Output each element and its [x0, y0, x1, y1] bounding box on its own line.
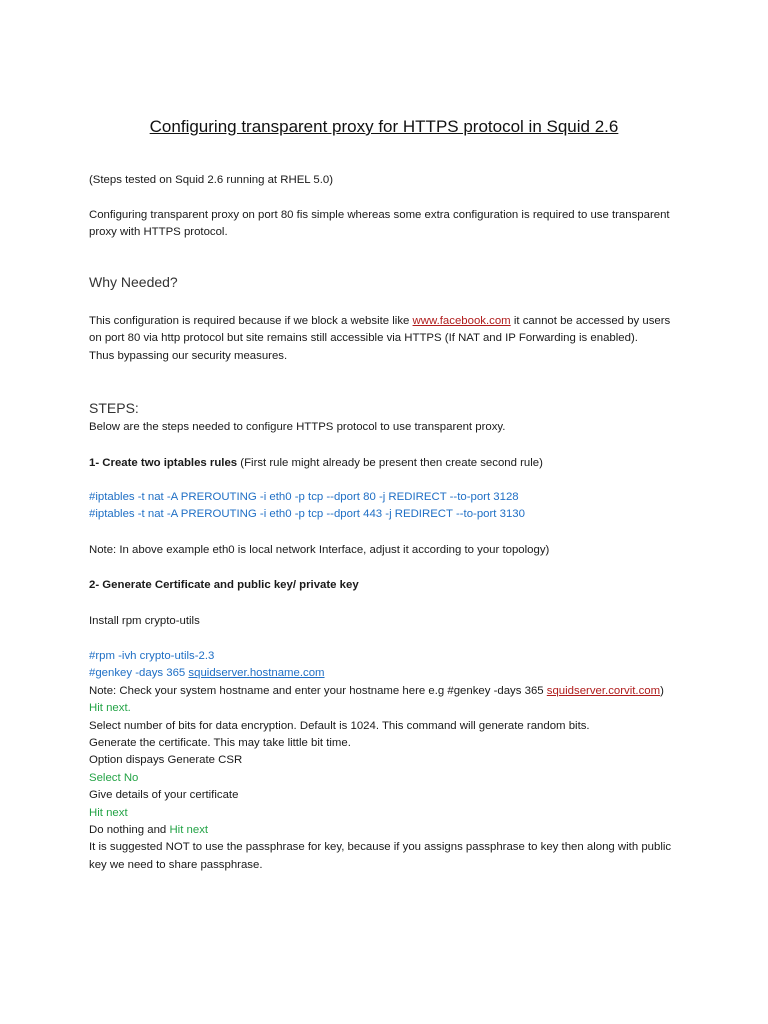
why-paragraph	[89, 313, 689, 365]
suggest-line: It is suggested NOT to use the passphrase for key, because if you assigns passphrase to key then along with public	[89, 841, 672, 854]
suggest-line: key we need to share passphrase.	[89, 858, 263, 871]
facebook-link[interactable]: www.facebook.com	[412, 315, 511, 327]
intro-line: Configuring transparent proxy on port 80 fis simple whereas some extra configuration is required to use transparent	[89, 209, 670, 221]
hit-next-action: Hit next	[169, 824, 209, 837]
page-title: Configuring transparent proxy for HTTPS protocol in Squid 2.6	[149, 117, 619, 136]
iptables-command: #iptables -t nat -A PREROUTING -i eth0 -p tcp --dport 80 -j REDIRECT --to-port 3128	[89, 491, 519, 503]
rpm-command: #rpm -ivh crypto-utils-2.3	[89, 650, 215, 662]
select-no-action: Select No	[89, 771, 139, 784]
do-nothing-text: Do nothing and	[89, 824, 170, 837]
why-text: This configuration is required because if we block a website like	[89, 315, 413, 327]
hostname-link[interactable]: squidserver.hostname.com	[188, 667, 325, 680]
hostname-note	[89, 683, 689, 700]
intro-paragraph	[89, 207, 689, 242]
why-line: Thus bypassing our security measures.	[89, 349, 288, 362]
option-text: Option dispays Generate CSR	[89, 754, 243, 767]
iptables-command: #iptables -t nat -A PREROUTING -i eth0 -p tcp --dport 443 -j REDIRECT --to-port 3130	[89, 508, 525, 521]
genkey-line	[89, 665, 689, 682]
details-text: Give details of your certificate	[89, 789, 239, 802]
intro-line: proxy with HTTPS protocol.	[89, 226, 228, 239]
genkey-command: #genkey -days 365	[89, 667, 189, 680]
tested-note: (Steps tested on Squid 2.6 running at RHEL 5.0)	[89, 174, 333, 186]
steps-heading: STEPS:	[89, 400, 139, 416]
why-line: on port 80 via http protocol but site remains still accessible via HTTPS (If NAT and IP Forwarding is enabled).	[89, 332, 638, 345]
bits-text: Select number of bits for data encryption. Default is 1024. This command will generate random bits.	[89, 719, 590, 732]
install-text: Install rpm crypto-utils	[89, 615, 200, 627]
step1-remark: Note: In above example eth0 is local network Interface, adjust it according to your topology)	[89, 544, 550, 556]
step2-heading-line	[89, 577, 689, 594]
why-needed-heading: Why Needed?	[89, 274, 178, 290]
generate-cert-text: Generate the certificate. This may take little bit time.	[89, 737, 351, 750]
step2-heading: 2- Generate Certificate and public key/ private key	[89, 579, 359, 591]
step1-note: (First rule might already be present then create second rule)	[237, 457, 543, 469]
iptables-commands	[89, 489, 689, 524]
why-text: it cannot be accessed by users	[510, 315, 671, 327]
why-line	[89, 313, 689, 330]
do-nothing-line	[89, 822, 689, 839]
hit-next-action: Hit next	[89, 806, 128, 819]
step2-body	[89, 648, 689, 874]
hostname-note-end: )	[660, 684, 664, 697]
hostname-note-text: Note: Check your system hostname and enter your hostname here e.g #genkey -days 365	[89, 684, 547, 697]
corvit-link[interactable]: squidserver.corvit.com	[546, 684, 661, 697]
step1-heading-line	[89, 455, 689, 472]
steps-intro: Below are the steps needed to configure HTTPS protocol to use transparent proxy.	[89, 421, 506, 433]
hit-next-action: Hit next.	[89, 702, 131, 715]
step1-heading: 1- Create two iptables rules	[89, 457, 238, 469]
